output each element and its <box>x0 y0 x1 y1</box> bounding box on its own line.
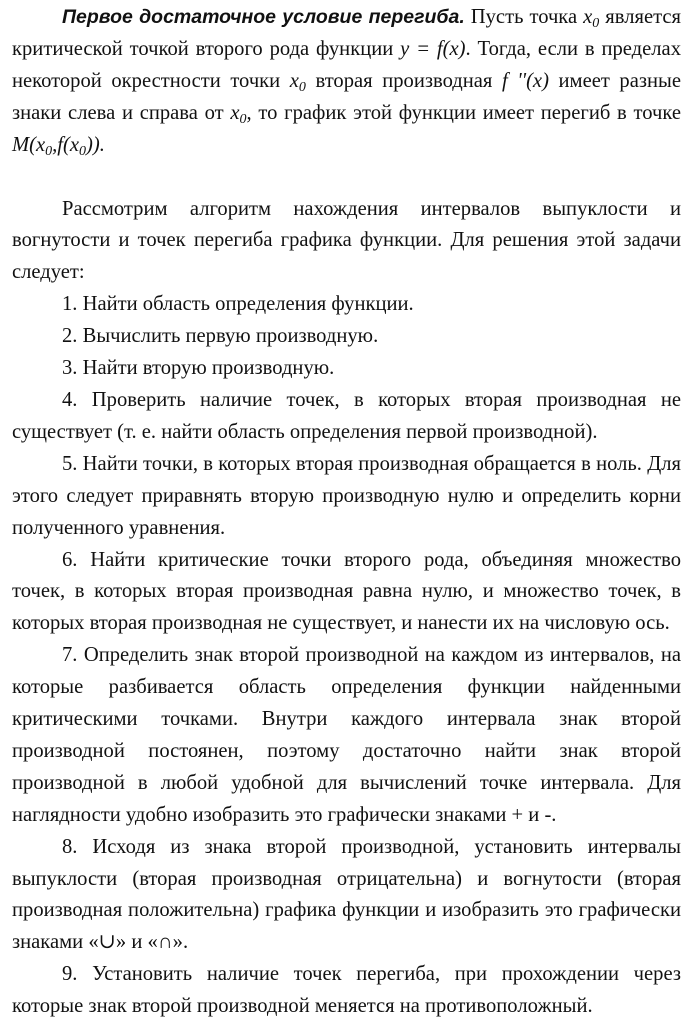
step-3: 3. Найти вторую производную. <box>62 357 335 380</box>
math-x0: $x_0$ <box>289 69 306 95</box>
math-second-derivative: f ''(x) <box>501 69 549 92</box>
step-4: 4. Проверить наличие точек, в которых вторая производная не существует (т. е. найти область определения первой производной). <box>12 388 681 443</box>
step-6: 6. Найти критические точки второго рода, объединяя множество точек, в которых вторая производная равна нулю, и множество точек, в которых вторая производная не существует, и нанести их на числовую ось. <box>12 548 681 635</box>
document-page <box>12 2 681 1023</box>
step-9: 9. Установить наличие точек перегиба, при прохождении через которые знак второй производной меняется на противоположный. <box>12 963 681 1018</box>
math-x0: $x_0$ <box>230 101 247 127</box>
step-5: 5. Найти точки, в которых вторая производная обращается в ноль. Для этого следует приравнять вторую производную нулю и определить корни полученного уравнения. <box>12 452 681 539</box>
step-2: 2. Вычислить первую производную. <box>62 325 379 348</box>
math-function: y = f(x) <box>400 37 466 60</box>
step-1: 1. Найти область определения функции. <box>62 293 414 316</box>
step-7: 7. Определить знак второй производной на каждом из интервалов, на которые разбивается область определения функции найденными критическими точками. Внутри каждого интервала знак второй производной постоянен, поэтому достаточно найти знак второй производной в любой удобной для вычислений точке интервала. Для наглядности удобно изобразить это графически знаками + и -. <box>12 644 681 826</box>
step-8: 8. Исходя из знака второй производной, установить интервалы выпуклости (вторая производная отрицательна) и вогнутости (вторая производная положительна) графика функции и изобразить это графически знаками «∪» и «∩». <box>12 835 681 954</box>
math-point-m: $M(x_0,f(x_0))$. <box>12 133 105 159</box>
math-x0: $x_0$ <box>583 6 600 31</box>
theorem-paragraph: Первое достаточное условие перегиба. Пусть точка $x_0$ является критической точкой второго рода функции y = f(x). Тогда, если в пределах некоторой окрестности точки $x_0$ вторая производная f ''(x) имеет разные знаки слева и справа от $x_0$, то график этой функции имеет перегиб в точке $M(x_0,f(x_0))$. <box>12 6 681 159</box>
intro-paragraph: Рассмотрим алгоритм нахождения интервалов выпуклости и вогнутости и точек перегиба графика функции. Для решения этой задачи следует: <box>12 197 681 284</box>
theorem-title: Первое достаточное условие перегиба. <box>62 6 465 28</box>
